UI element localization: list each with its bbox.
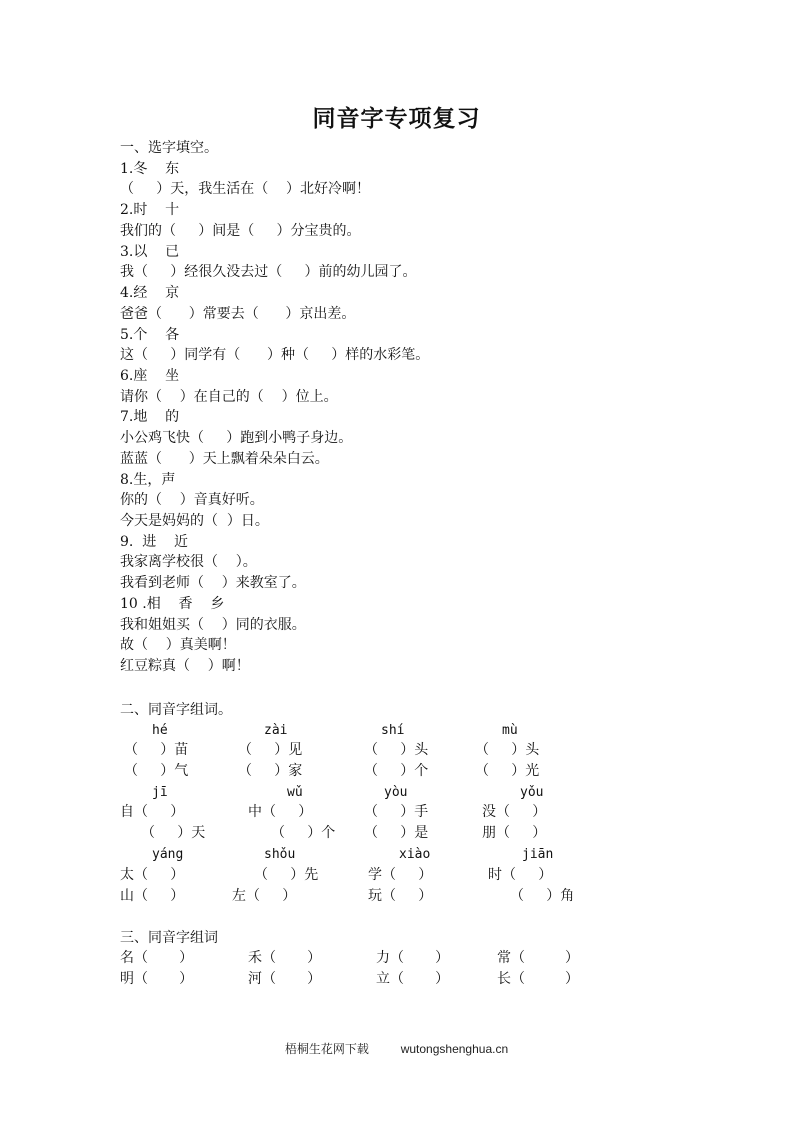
item-label: 7.地 的 [120,409,180,425]
pinyin-label: hé [152,723,168,738]
section3-heading: 三、同音字组词 [120,930,218,946]
section1-heading: 一、选字填空。 [120,140,218,156]
word-cell: 左（ ） [232,888,297,904]
pinyin-label: xiào [399,847,431,862]
footer-source-text: 梧桐生花网下载 [284,1042,369,1056]
fill-sentence: 我看到老师（ ）来教室了。 [120,575,306,591]
word-cell: 中（ ） [248,804,313,820]
page-title: 同音字专项复习 [312,106,481,132]
word-cell: （ ）角 [510,888,575,904]
word-cell: （ ）苗 [124,742,189,758]
fill-sentence: 你的（ ）音真好听。 [120,492,264,508]
pinyin-label: yòu [384,785,408,800]
word-cell: （ ）个 [364,763,429,779]
word-cell: 玩（ ） [368,888,433,904]
word-cell: （ ）天 [141,825,206,841]
item-label: 6.座 坐 [120,368,180,384]
word-cell: 常（ ） [497,950,580,966]
page-footer [0,1040,793,1057]
word-cell: （ ）个 [271,825,336,841]
fill-sentence: 红豆粽真（ ）啊！ [120,658,250,674]
word-cell: （ ）见 [238,742,303,758]
fill-sentence: （ ）天，我生活在（ ）北好冷啊！ [120,181,371,197]
fill-sentence: 蓝蓝（ ）天上飘着朵朵白云。 [120,451,329,467]
word-cell: 力（ ） [376,950,450,966]
word-cell: 山（ ） [120,888,185,904]
pinyin-label: wǔ [287,785,303,800]
word-cell: 河（ ） [248,971,322,987]
word-cell: 立（ ） [376,971,450,987]
word-cell: 太（ ） [120,867,185,883]
word-cell: 朋（ ） [482,825,547,841]
word-cell: 名（ ） [120,950,194,966]
item-label: 9. 进 近 [120,534,189,550]
item-label: 2.时 十 [120,202,180,218]
word-cell: （ ）手 [364,804,429,820]
word-cell: （ ）头 [475,742,540,758]
fill-sentence: 我和姐姐买（ ）同的衣服。 [120,617,306,633]
word-cell: 没（ ） [482,804,547,820]
fill-sentence: 故（ ）真美啊！ [120,637,236,653]
pinyin-label: jī [152,785,168,800]
word-cell: 长（ ） [497,971,580,987]
fill-sentence: 请你（ ）在自己的（ ）位上。 [120,389,338,405]
pinyin-label: yáng [152,847,184,862]
word-cell: （ ）气 [124,763,189,779]
pinyin-label: shǒu [264,847,296,862]
word-cell: （ ）是 [364,825,429,841]
pinyin-label: mù [502,723,518,738]
word-cell: 自（ ） [120,804,185,820]
item-label: 3.以 已 [120,244,180,260]
footer-source-url[interactable]: wutongshenghua.cn [400,1042,509,1056]
item-label: 1.冬 东 [120,161,180,177]
section2-heading: 二、同音字组词。 [120,702,232,718]
fill-sentence: 我家离学校很（ ）。 [120,554,257,570]
fill-sentence: 这（ ）同学有（ ）种（ ）样的水彩笔。 [120,347,430,363]
word-cell: （ ）先 [254,867,319,883]
pinyin-label: jiān [522,847,554,862]
pinyin-label: shí [381,723,405,738]
word-cell: 学（ ） [368,867,433,883]
word-cell: 时（ ） [488,867,553,883]
word-cell: 明（ ） [120,971,194,987]
fill-sentence: 小公鸡飞快（ ）跑到小鸭子身边。 [120,430,353,446]
word-cell: （ ）头 [364,742,429,758]
word-cell: （ ）光 [475,763,540,779]
fill-sentence: 我们的（ ）间是（ ）分宝贵的。 [120,223,361,239]
fill-sentence: 今天是妈妈的（ ）日。 [120,513,269,529]
pinyin-label: yǒu [520,785,544,800]
fill-sentence: 爸爸（ ）常要去（ ）京出差。 [120,306,356,322]
pinyin-label: zài [264,723,288,738]
item-label: 5.个 各 [120,327,180,343]
item-label: 10 .相 香 乡 [120,596,225,612]
item-label: 4.经 京 [120,285,180,301]
fill-sentence: 我（ ）经很久没去过（ ）前的幼儿园了。 [120,264,417,280]
word-cell: （ ）家 [238,763,303,779]
word-cell: 禾（ ） [248,950,322,966]
item-label: 8.生，声 [120,472,176,488]
